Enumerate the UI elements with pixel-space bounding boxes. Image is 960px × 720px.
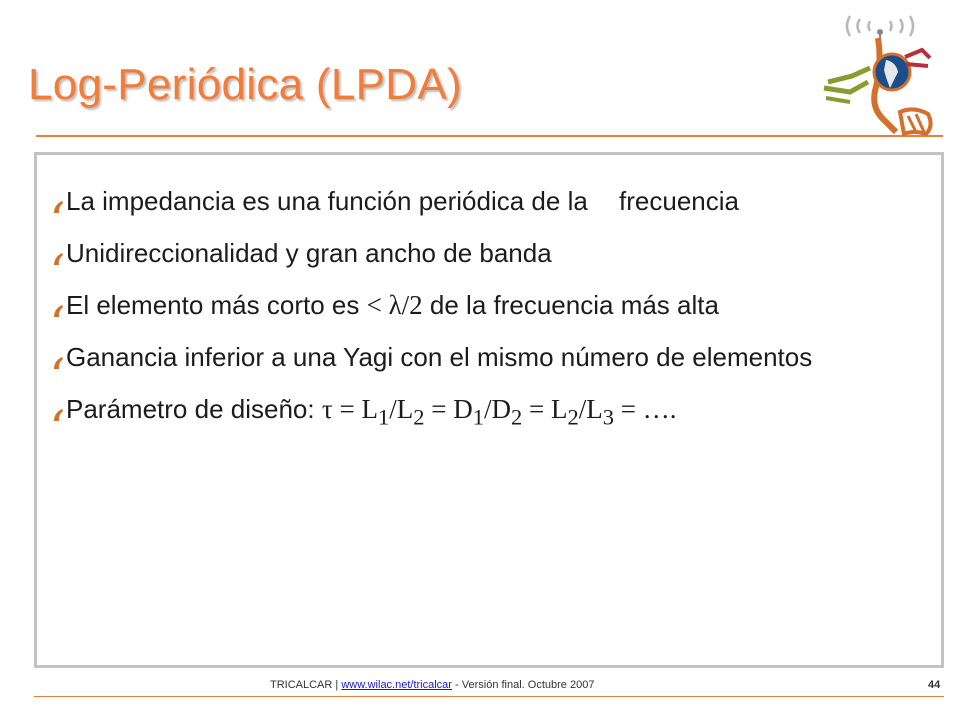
footer-link[interactable]: www.wilac.net/tricalcar xyxy=(341,679,452,691)
bullet-icon xyxy=(52,200,64,214)
title-rule xyxy=(36,135,943,137)
list-item: Unidireccionalidad y gran ancho de banda xyxy=(52,233,944,285)
page-number: 44 xyxy=(928,679,941,691)
content-box xyxy=(34,152,944,668)
bullet-icon xyxy=(52,356,64,370)
list-item: Parámetro de diseño: $\tau = L_1/L_2 = D_1/D_2 = L_2/L_3$ = …. xyxy=(52,389,944,441)
footer-version: - Versión final. Octubre 2007 xyxy=(455,679,595,691)
list-item: La impedancia es una función periódica de la frecuencia xyxy=(52,181,944,233)
bullet-icon xyxy=(52,304,64,318)
logo-icon xyxy=(810,2,960,147)
design-formula: $\tau = L_1/L_2 = D_1/D_2 = L_2/L_3$ = …. xyxy=(321,394,677,430)
footer-org: TRICALCAR xyxy=(270,679,333,691)
bullet-icon xyxy=(52,408,64,422)
list-item: El elemento más corto es < λ/2 de la frecuencia más alta xyxy=(52,285,944,337)
footer-rule xyxy=(34,696,944,697)
bullet-list xyxy=(52,181,944,441)
footer-separator: | xyxy=(335,679,339,691)
bullet-icon xyxy=(52,252,64,266)
slide-title: Log-Periódica (LPDA) xyxy=(28,60,462,109)
list-item: Ganancia inferior a una Yagi con el mismo número de elementos xyxy=(52,337,944,389)
